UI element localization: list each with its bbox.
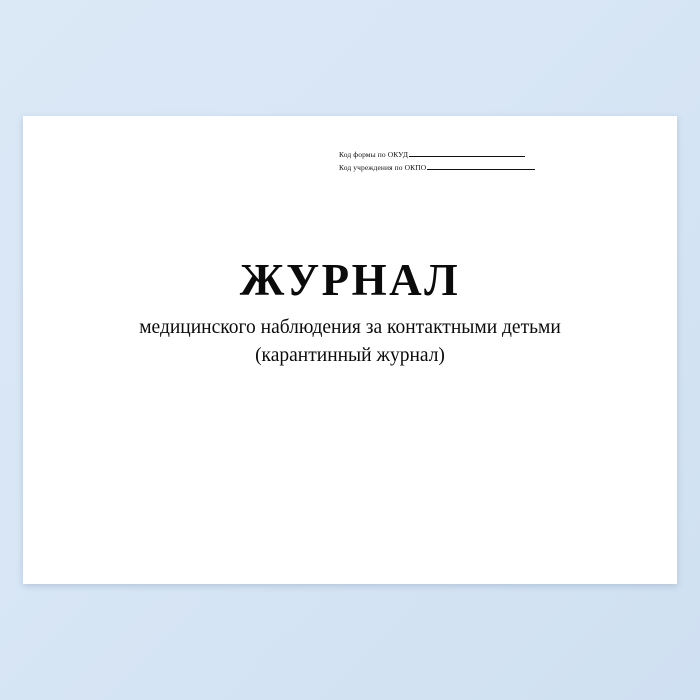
document-subtitle-line-1: медицинского наблюдения за контактными детьми xyxy=(139,317,561,338)
document-cover-page xyxy=(23,116,677,584)
document-subtitle-line-2: (карантинный журнал) xyxy=(255,345,445,366)
form-codes-block xyxy=(339,148,659,174)
form-code-okud-row xyxy=(339,148,659,161)
form-code-okpo-field[interactable] xyxy=(427,161,535,170)
form-code-okpo-row xyxy=(339,161,659,174)
form-code-okpo-label: Код учреждения по ОКПО xyxy=(339,163,427,172)
document-title-block xyxy=(23,254,677,370)
form-code-okud-field[interactable] xyxy=(409,148,525,157)
document-title: ЖУРНАЛ xyxy=(239,255,461,305)
form-code-okud-label: Код формы по ОКУД xyxy=(339,150,409,159)
